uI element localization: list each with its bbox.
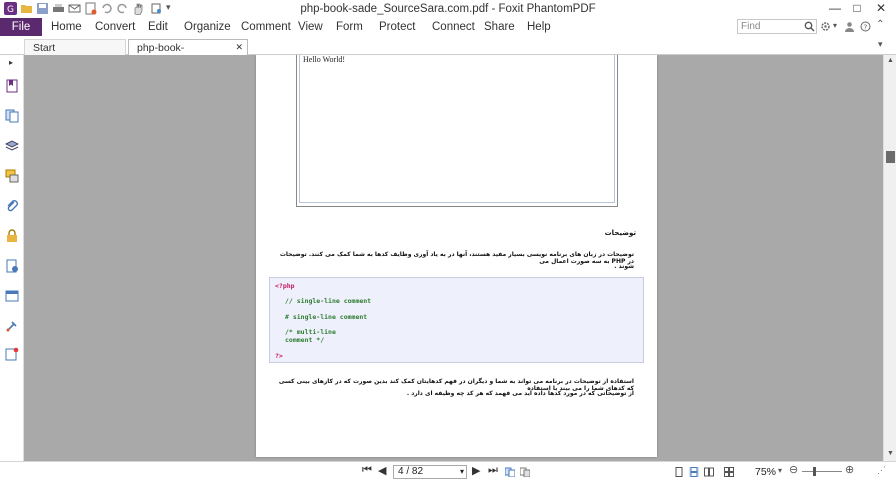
menu-edit[interactable]: Edit [148,21,168,33]
svg-text:?: ? [863,23,868,32]
navigation-panel [0,55,24,461]
status-bar [0,461,896,480]
code-line-2: # single-line comment [285,313,368,321]
section-heading: توضیحات [604,229,636,237]
tab-list-dropdown-icon[interactable]: ▾ [878,39,883,49]
menu-protect[interactable]: Protect [379,21,416,33]
paragraph-1-line-2: شوند . [614,263,634,270]
quick-access-dropdown-icon[interactable]: ▾ [166,2,171,12]
svg-text:G: G [7,5,14,15]
destinations-icon[interactable] [5,347,19,361]
menu-home[interactable]: Home [51,21,82,33]
zoom-slider-handle[interactable] [813,467,816,476]
code-line-4: comment */ [285,336,325,344]
search-icon[interactable] [804,21,815,32]
tab-document-label: php-book- [137,42,185,54]
account-icon[interactable] [844,21,855,32]
tab-document[interactable] [128,39,248,55]
document-viewport[interactable] [24,55,883,461]
paragraph-2-line-2: از توضیحاتی که در مورد کدها داده اید می فهمد که هر کد چه وظیفه ای دارد . [406,390,634,397]
tab-start[interactable] [24,39,126,55]
pages-thumbnail-icon[interactable] [5,109,19,123]
pdf-page [256,55,657,457]
facing-pages-icon[interactable] [704,467,714,477]
menu-view[interactable]: View [298,21,323,33]
last-page-icon[interactable]: ⏭ [488,464,498,476]
minimize-button[interactable]: — [829,1,841,15]
embedded-image-editor [296,55,618,207]
scrollbar-thumb[interactable] [886,151,895,163]
collapse-ribbon-icon[interactable]: ⌃ [876,19,885,30]
paragraph-1-line-1: توضیحات در زبان های برنامه نویسی بسیار مفید هستند، آنها در به یاد آوری وظایف کدها به شما کمک می کنند. توضیحات در PHP به سه صورت اعمال می [279,251,634,265]
settings-gear-icon[interactable] [820,21,831,32]
continuous-page-icon[interactable] [689,467,699,477]
page-number-value: 4 / 82 [398,466,424,477]
title-bar [0,0,896,18]
zoom-level[interactable]: 75% [755,466,777,478]
attachments-icon[interactable] [5,199,19,213]
vertical-scrollbar[interactable] [883,55,896,461]
signatures-icon[interactable] [5,259,19,273]
zoom-out-icon[interactable]: ⊖ [789,464,799,476]
help-icon[interactable] [860,21,871,32]
page-dropdown-icon[interactable]: ▾ [459,467,464,476]
scroll-up-icon[interactable]: ▲ [887,57,894,64]
resize-grip-icon: ⋰ [877,465,886,475]
menu-share[interactable]: Share [484,21,515,33]
file-menu-button[interactable]: File [0,18,42,36]
zoom-dropdown-icon[interactable]: ▾ [778,466,783,475]
maximize-button[interactable]: □ [853,1,861,15]
bookmarks-icon[interactable] [5,79,19,93]
find-input[interactable]: Find [737,19,817,34]
scroll-down-icon[interactable]: ▼ [887,450,894,457]
paragraph-2-line-1: استفاده از توضیحات در برنامه می تواند به شما و دیگران در فهم کدهایتان کمک کند بدین صورت که در کارهای بینی کسی که کدهای شما را می بیند با استفاده [278,378,634,392]
tags-icon[interactable] [5,319,19,333]
expand-panel-icon[interactable]: ▸ [9,58,14,67]
menu-organize[interactable]: Organize [184,21,231,33]
security-lock-icon[interactable] [5,229,19,243]
content-icon[interactable] [5,289,19,303]
settings-dropdown-icon[interactable]: ▾ [833,21,838,30]
php-close-tag: ?> [275,352,283,360]
code-line-1: // single-line comment [285,297,372,305]
tab-start-label: Start [33,42,56,54]
comments-icon[interactable] [5,169,19,183]
tab-bar [0,36,896,55]
ribbon-menu-bar [0,18,896,36]
page-number-field[interactable] [393,465,467,479]
menu-help[interactable]: Help [527,21,551,33]
menu-form[interactable]: Form [336,21,363,33]
single-page-icon[interactable] [674,467,684,477]
php-open-tag: <?php [275,282,295,290]
continuous-facing-icon[interactable] [724,467,734,477]
layers-icon[interactable] [5,139,19,153]
zoom-in-icon[interactable]: ⊕ [845,464,855,476]
window-title: php-book-sade_SourceSara.com.pdf - Foxit PhantomPDF [300,3,596,15]
tab-close-icon[interactable]: ✕ [235,42,243,52]
hello-text: Hello World! [303,55,346,64]
zoom-slider-track[interactable] [802,471,842,472]
previous-page-icon[interactable]: ◀ [378,465,387,477]
code-block [269,277,644,363]
close-button[interactable]: ✕ [875,1,887,15]
next-page-icon[interactable]: ▶ [472,465,481,477]
code-line-3: /* multi-line [285,328,336,336]
menu-connect[interactable]: Connect [432,21,475,33]
menu-convert[interactable]: Convert [95,21,136,33]
menu-comment[interactable]: Comment [241,21,291,33]
next-view-icon[interactable] [520,467,530,477]
first-page-icon[interactable]: ⏮ [362,464,372,476]
previous-view-icon[interactable] [505,467,515,477]
